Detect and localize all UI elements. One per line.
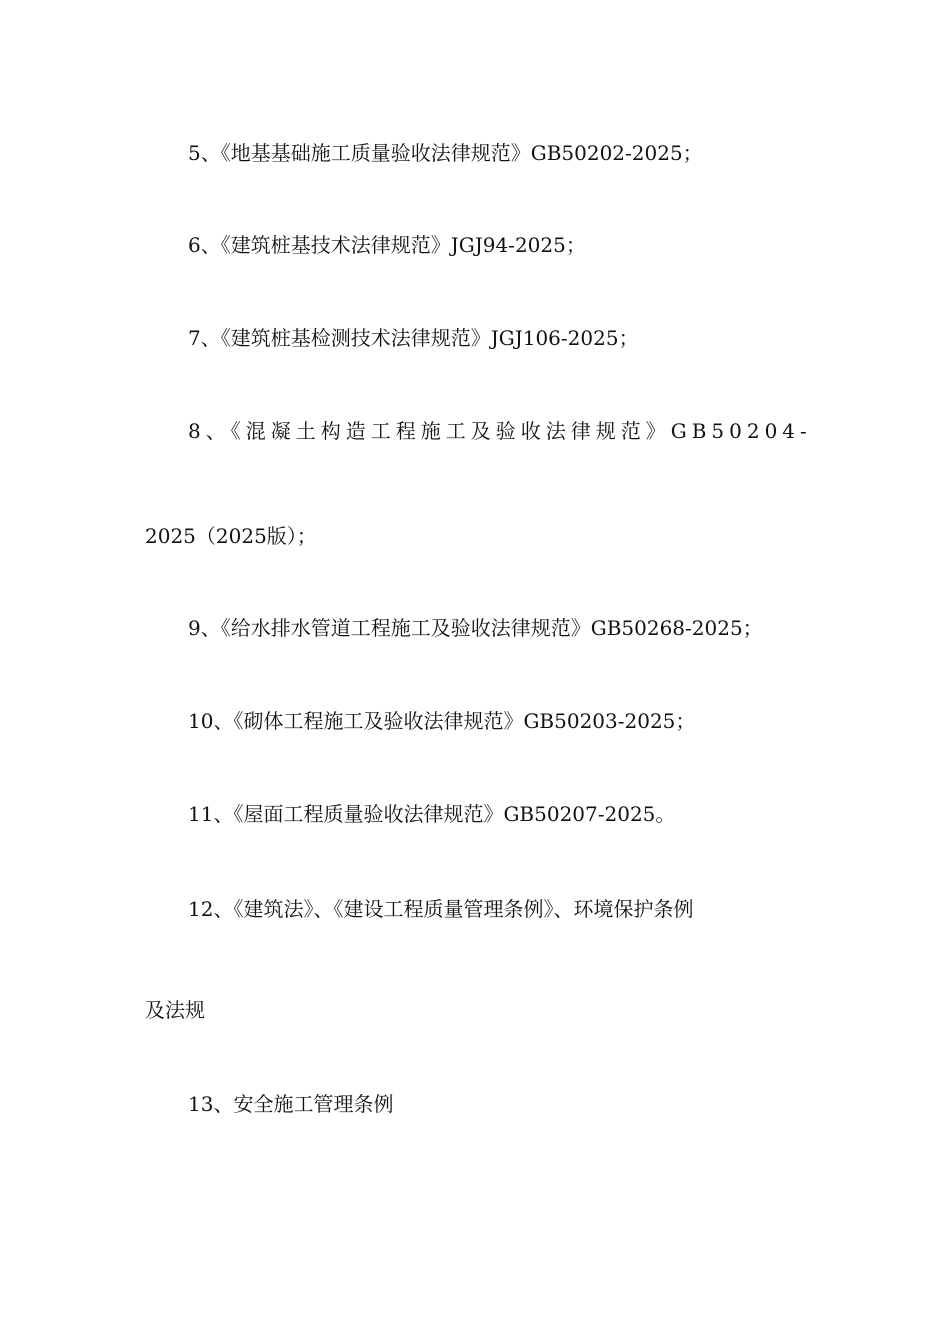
list-item-13: 13、安全施工管理条例 [188,1092,394,1116]
list-item-8-continued: 2025（2025版）； [145,524,317,548]
list-item-8: 8、《混凝土构造工程施工及验收法律规范》GB50204- [188,419,812,443]
list-item-10: 10、《砌体工程施工及验收法律规范》GB50203-2025； [188,709,696,733]
list-item-11: 11、《屋面工程质量验收法律规范》GB50207-2025。 [188,802,676,826]
list-item-12: 12、《建筑法》、《建设工程质量管理条例》、环境保护条例 [188,897,694,921]
list-item-5: 5、《地基基础施工质量验收法律规范》GB50202-2025； [188,141,703,165]
list-item-6: 6、《建筑桩基技术法律规范》JGJ94-2025； [188,233,586,257]
list-item-12-continued: 及法规 [145,998,205,1022]
list-item-9: 9、《给水排水管道工程施工及验收法律规范》GB50268-2025； [188,616,763,640]
list-item-7: 7、《建筑桩基检测技术法律规范》JGJ106-2025； [188,326,639,350]
